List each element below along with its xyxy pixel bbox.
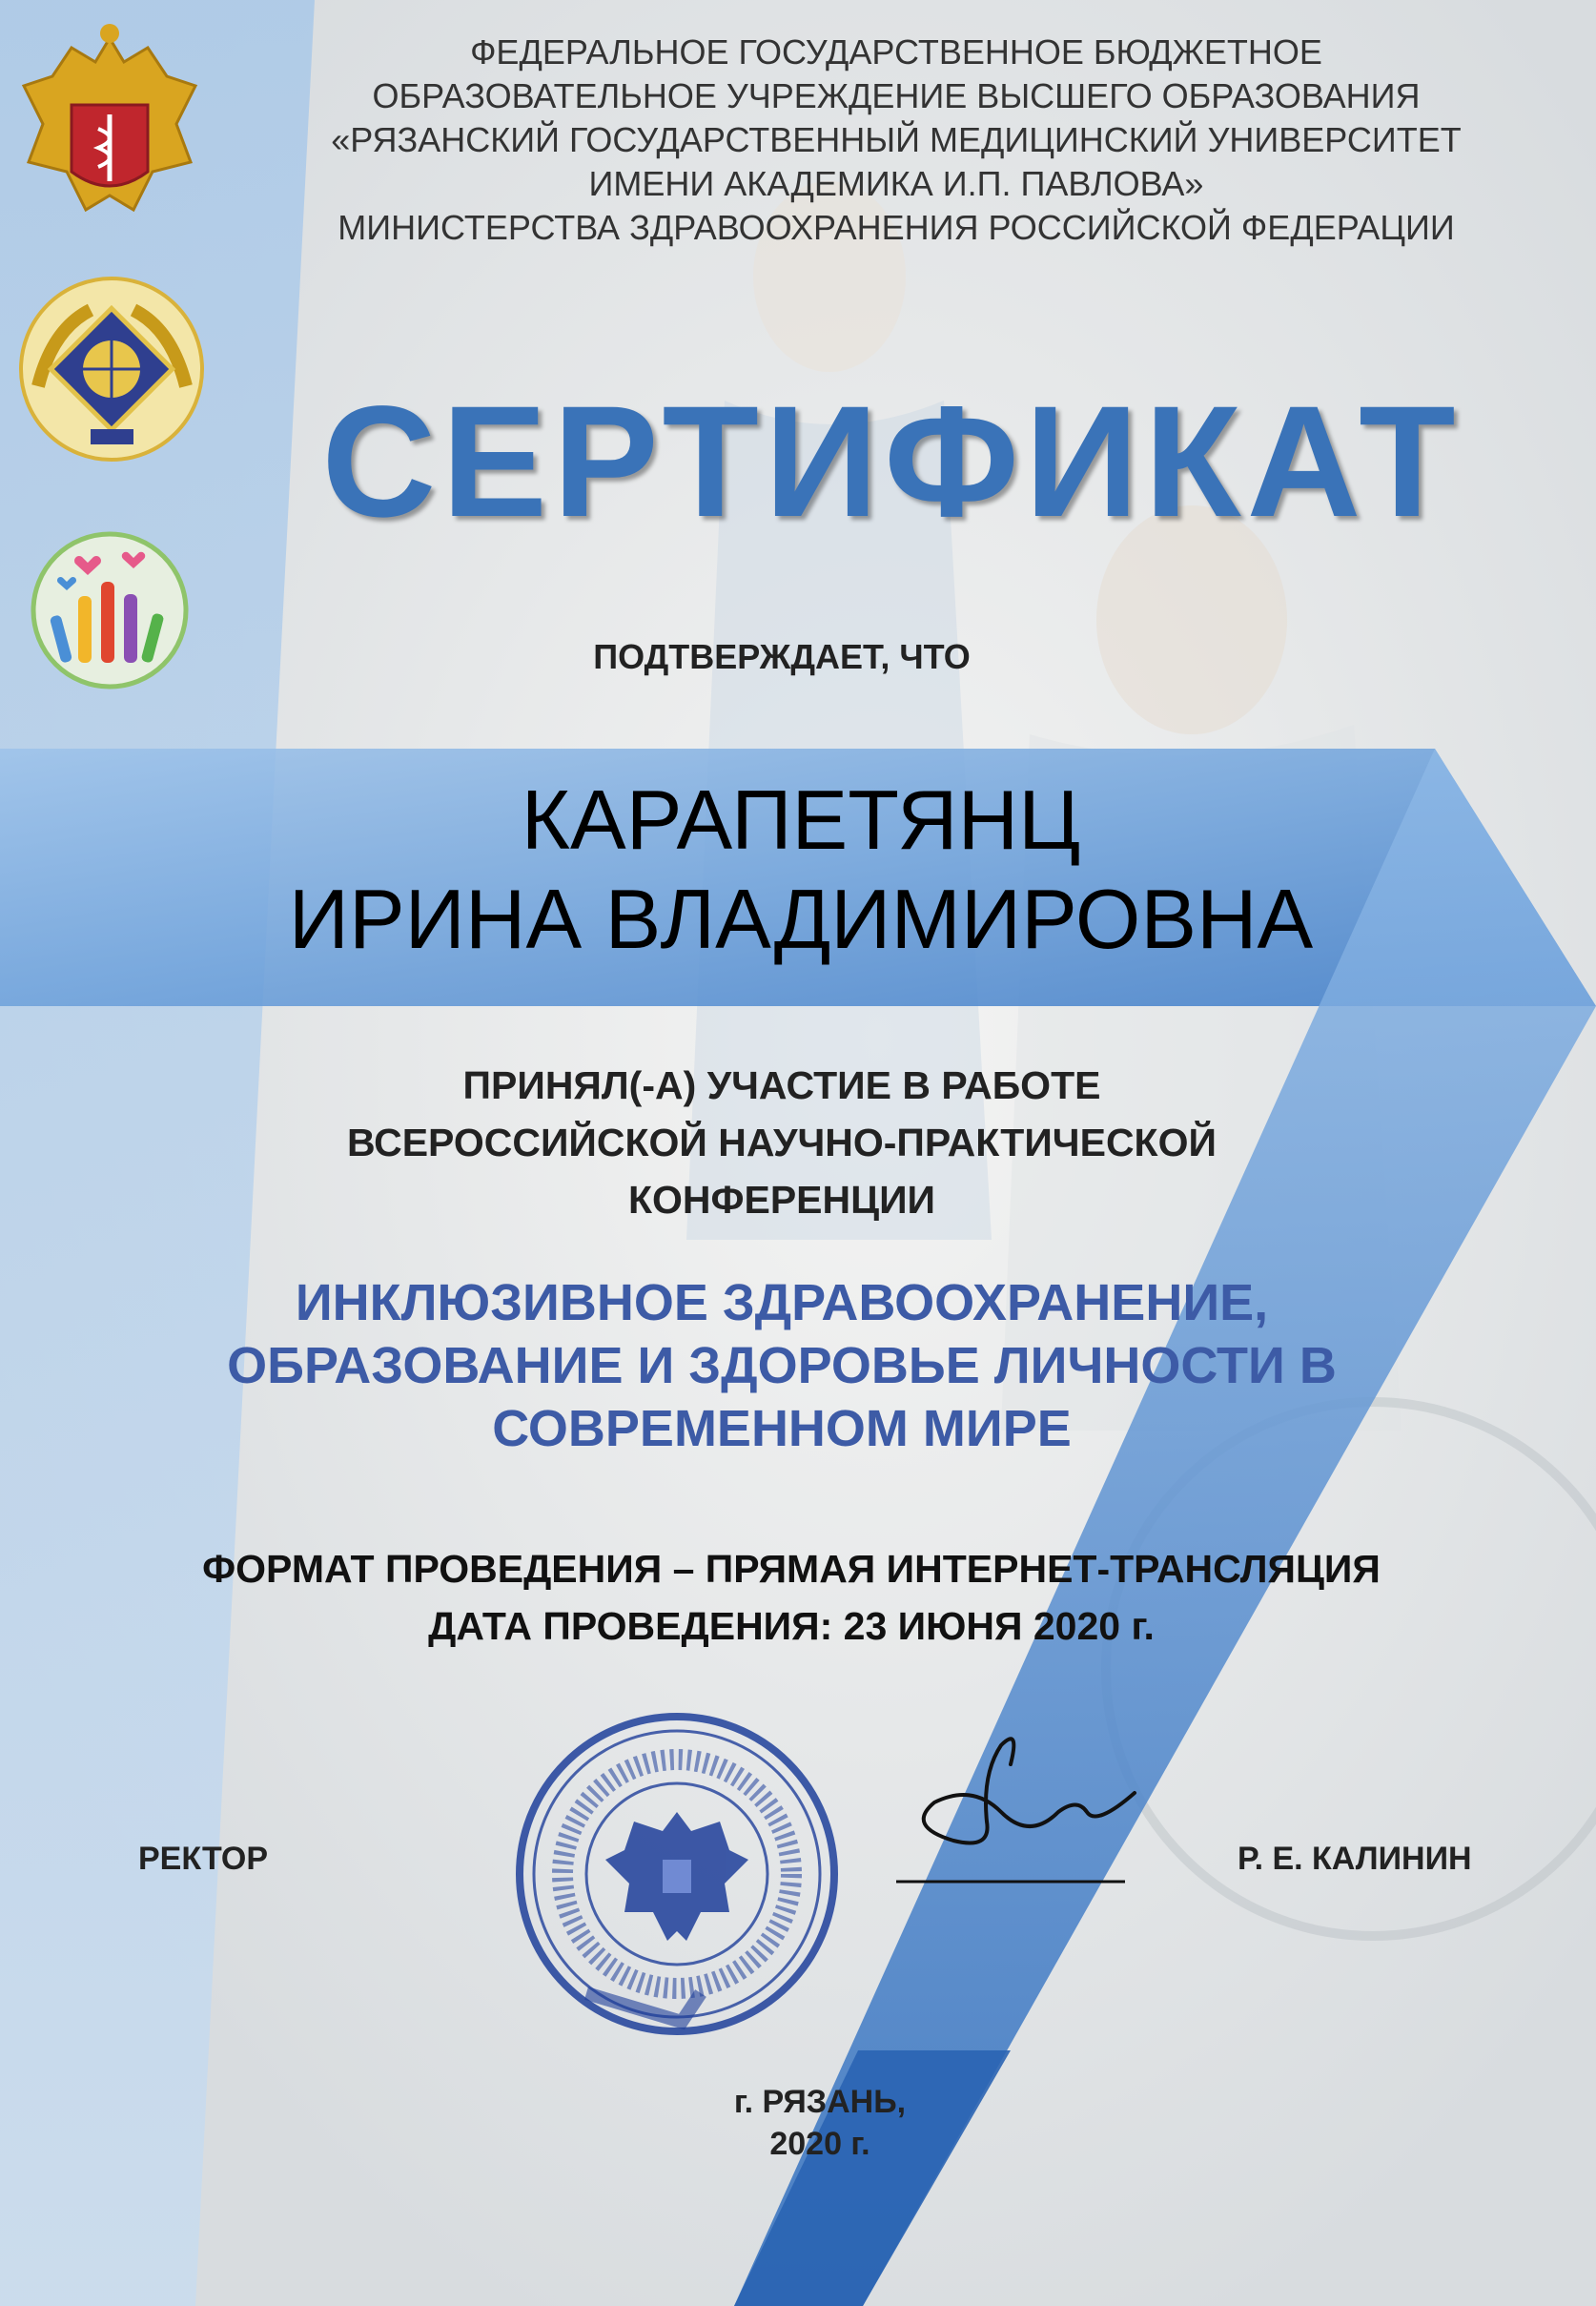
participation-line: ВСЕРОССИЙСКОЙ НАУЧНО-ПРАКТИЧЕСКОЙ <box>347 1121 1217 1164</box>
header-line: МИНИСТЕРСТВА ЗДРАВООХРАНЕНИЯ РОССИЙСКОЙ ФЕДЕРАЦИИ <box>338 208 1455 247</box>
institution-header <box>248 31 1545 250</box>
recipient-surname: КАРАПЕТЯНЦ <box>521 772 1081 867</box>
official-seal <box>510 1707 844 2041</box>
event-date: ДАТА ПРОВЕДЕНИЯ: 23 ИЮНЯ 2020 г. <box>428 1604 1155 1648</box>
place-and-year <box>658 2081 982 2165</box>
recipient-given-names: ИРИНА ВЛАДИМИРОВНА <box>288 872 1314 966</box>
seal-eagle-icon <box>605 1812 748 1941</box>
city: г. РЯЗАНЬ, <box>733 2084 907 2120</box>
ministry-emblem-icon <box>14 19 205 238</box>
year: 2020 г. <box>769 2126 870 2162</box>
hands-hearts-logo-icon <box>29 529 191 691</box>
topic-line: СОВРЕМЕННОМ МИРЕ <box>492 1400 1072 1457</box>
rector-name: Р. Е. КАЛИНИН <box>1238 1841 1472 1877</box>
header-line: ОБРАЗОВАТЕЛЬНОЕ УЧРЕЖДЕНИЕ ВЫСШЕГО ОБРАЗОВАНИЯ <box>372 76 1421 115</box>
certificate-title: СЕРТИФИКАТ <box>321 374 1462 550</box>
rector-signature <box>896 1707 1144 1898</box>
event-format: ФОРМАТ ПРОВЕДЕНИЯ – ПРЯМАЯ ИНТЕРНЕТ-ТРАНСЛЯЦИЯ <box>202 1547 1381 1591</box>
header-line: «РЯЗАНСКИЙ ГОСУДАРСТВЕННЫЙ МЕДИЦИНСКИЙ УНИВЕРСИТЕТ <box>331 120 1462 159</box>
recipient-name <box>114 771 1487 969</box>
header-line: ИМЕНИ АКАДЕМИКА И.П. ПАВЛОВА» <box>588 164 1204 203</box>
conference-topic <box>95 1271 1468 1460</box>
header-line: ФЕДЕРАЛЬНОЕ ГОСУДАРСТВЕННОЕ БЮДЖЕТНОЕ <box>470 32 1322 72</box>
topic-line: ОБРАЗОВАНИЕ И ЗДОРОВЬЕ ЛИЧНОСТИ В <box>227 1337 1337 1394</box>
university-emblem-icon <box>14 272 210 467</box>
event-info <box>57 1540 1525 1655</box>
topic-line: ИНКЛЮЗИВНОЕ ЗДРАВООХРАНЕНИЕ, <box>295 1274 1269 1331</box>
rector-label: РЕКТОР <box>138 1841 268 1877</box>
confirms-text: ПОДТВЕРЖДАЕТ, ЧТО <box>593 637 971 676</box>
participation-line: ПРИНЯЛ(-А) УЧАСТИЕ В РАБОТЕ <box>462 1063 1101 1107</box>
participation-line: КОНФЕРЕНЦИИ <box>627 1178 936 1222</box>
participation-text <box>124 1057 1440 1228</box>
